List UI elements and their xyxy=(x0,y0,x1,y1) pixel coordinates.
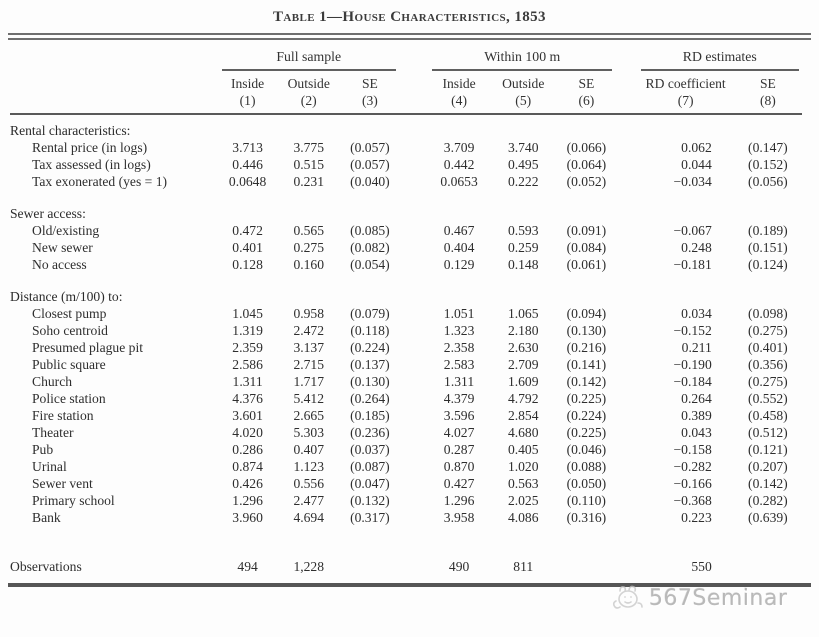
table-cell: (0.064) xyxy=(566,157,607,172)
table-cell: (0.142) xyxy=(566,374,607,389)
row-label: Primary school xyxy=(32,493,115,508)
column-gap xyxy=(615,256,637,273)
column-gap xyxy=(399,407,429,424)
table-cell: (0.224) xyxy=(566,408,607,423)
table-cell: 2.665 xyxy=(293,408,325,423)
row-label: Urinal xyxy=(32,459,67,474)
table-cell: 4.376 xyxy=(232,391,263,406)
column-gap xyxy=(399,222,429,239)
table-row xyxy=(10,356,802,373)
col-se-6: SE (6) xyxy=(557,71,615,114)
table-cell: −0.181 xyxy=(673,257,712,272)
table-cell: (0.130) xyxy=(350,374,390,389)
spacer-row xyxy=(10,526,802,558)
table-cell: 1.311 xyxy=(444,374,475,389)
table-cell: 0.593 xyxy=(507,223,539,238)
group-rd-estimates xyxy=(638,40,802,71)
row-label: Bank xyxy=(32,510,61,525)
table-cell: 0.563 xyxy=(507,476,539,491)
table-row xyxy=(10,475,802,492)
top-double-rule xyxy=(8,33,811,40)
row-label: Police station xyxy=(32,391,106,406)
row-label: Soho centroid xyxy=(32,323,108,338)
column-gap xyxy=(615,322,637,339)
column-gap xyxy=(399,458,429,475)
row-label: Tax exonerated (yes = 1) xyxy=(32,174,168,189)
table-cell: 0.264 xyxy=(681,391,712,406)
table-cell: 0.442 xyxy=(443,157,475,172)
table-cell: 0.231 xyxy=(293,174,325,189)
row-label: Theater xyxy=(32,425,74,440)
table-cell: (0.040) xyxy=(350,174,390,189)
column-gap xyxy=(615,239,637,256)
column-gap xyxy=(615,475,637,492)
table-cell: −0.368 xyxy=(673,493,712,508)
bottom-rule xyxy=(8,583,811,587)
table-cell: (0.052) xyxy=(566,174,607,189)
table-cell: 3.596 xyxy=(443,408,475,423)
table-cell: 0.043 xyxy=(681,425,712,440)
table-cell: 1.123 xyxy=(293,459,325,474)
spacer-row xyxy=(10,190,802,205)
table-cell: 3.713 xyxy=(232,140,263,155)
table-cell: (0.088) xyxy=(566,459,607,474)
table-cell: 2.583 xyxy=(443,357,475,372)
table-cell: (0.225) xyxy=(566,391,607,406)
table-cell: 0.223 xyxy=(681,510,712,525)
column-gap xyxy=(399,40,429,71)
table-cell: 0.874 xyxy=(232,459,263,474)
table-cell: −0.034 xyxy=(673,174,712,189)
table-cell: 3.958 xyxy=(443,510,475,525)
table-cell: 1.045 xyxy=(232,306,263,321)
column-gap xyxy=(399,256,429,273)
table-cell: 0.446 xyxy=(232,157,263,172)
table-cell: 0.129 xyxy=(443,257,475,272)
column-gap xyxy=(615,390,637,407)
table-cell: 2.630 xyxy=(507,340,539,355)
table-row xyxy=(10,322,802,339)
table-cell: 0.286 xyxy=(232,442,263,457)
table-cell: 0.275 xyxy=(293,240,325,255)
row-label: Presumed plague pit xyxy=(32,340,143,355)
house-characteristics-table xyxy=(10,40,802,576)
observations-cell xyxy=(341,558,399,576)
table-cell: 2.715 xyxy=(293,357,325,372)
table-cell: (0.110) xyxy=(566,493,606,508)
table-cell: 0.148 xyxy=(507,257,539,272)
table-cell: (0.085) xyxy=(350,223,390,238)
observations-cell: 494 xyxy=(237,559,258,574)
table-cell: 0.472 xyxy=(232,223,263,238)
section-header: Sewer access: xyxy=(10,206,86,221)
table-header xyxy=(10,40,802,114)
table-row xyxy=(10,407,802,424)
column-gap xyxy=(399,390,429,407)
table-cell: (0.054) xyxy=(350,257,390,272)
table-cell: 0.259 xyxy=(507,240,539,255)
table-cell: 2.477 xyxy=(293,493,325,508)
table-cell: 0.515 xyxy=(293,157,325,172)
table-row xyxy=(10,256,802,273)
column-gap xyxy=(399,239,429,256)
column-header-row xyxy=(10,71,802,114)
table-cell: 2.472 xyxy=(293,323,325,338)
column-gap xyxy=(399,339,429,356)
column-gap xyxy=(615,424,637,441)
table-cell: (0.056) xyxy=(748,174,788,189)
observations-cell xyxy=(557,558,615,576)
row-label: No access xyxy=(32,257,87,272)
group-within-100m xyxy=(429,40,615,71)
table-cell: (0.207) xyxy=(748,459,788,474)
table-row xyxy=(10,492,802,509)
row-label: Pub xyxy=(32,442,54,457)
table-cell: (0.151) xyxy=(748,240,788,255)
table-cell: 3.709 xyxy=(443,140,475,155)
table-row xyxy=(10,509,802,526)
table-cell: 2.854 xyxy=(507,408,539,423)
table-cell: 0.044 xyxy=(681,157,712,172)
column-gap xyxy=(399,475,429,492)
table-footer xyxy=(10,526,802,576)
table-cell: 1.311 xyxy=(232,374,263,389)
table-cell: (0.316) xyxy=(566,510,607,525)
group-full-sample xyxy=(219,40,399,71)
table-cell: (0.225) xyxy=(566,425,607,440)
column-gap xyxy=(615,492,637,509)
column-gap xyxy=(399,173,429,190)
table-row xyxy=(10,373,802,390)
column-gap xyxy=(615,156,637,173)
observations-row xyxy=(10,558,802,576)
observations-cell: 1,228 xyxy=(293,559,325,574)
table-cell: (0.118) xyxy=(350,323,390,338)
table-cell: 2.025 xyxy=(507,493,539,508)
table-cell: (0.082) xyxy=(350,240,390,255)
column-gap xyxy=(399,492,429,509)
table-cell: 1.065 xyxy=(507,306,539,321)
row-label: Church xyxy=(32,374,73,389)
table-cell: (0.121) xyxy=(748,442,788,457)
col-se-3: SE (3) xyxy=(341,71,399,114)
table-cell: (0.189) xyxy=(748,223,788,238)
table-cell: (0.141) xyxy=(566,357,607,372)
table-cell: 0.405 xyxy=(507,442,539,457)
row-label: Old/existing xyxy=(32,223,100,238)
seminar-mascot-icon xyxy=(610,583,646,613)
table-cell: −0.282 xyxy=(673,459,712,474)
watermark xyxy=(610,583,788,613)
table-cell: (0.552) xyxy=(748,391,788,406)
table-row xyxy=(10,173,802,190)
table-cell: 4.020 xyxy=(232,425,263,440)
table-cell: (0.079) xyxy=(350,306,390,321)
spacer-row xyxy=(10,114,802,122)
corner-cell xyxy=(10,71,219,114)
table-cell: (0.401) xyxy=(748,340,788,355)
table-cell: 4.379 xyxy=(443,391,475,406)
group-label: RD estimates xyxy=(641,49,799,71)
table-cell: (0.216) xyxy=(566,340,607,355)
column-gap xyxy=(399,356,429,373)
table-row xyxy=(10,339,802,356)
column-gap xyxy=(615,558,637,576)
table-cell: 4.086 xyxy=(507,510,539,525)
row-label: Public square xyxy=(32,357,106,372)
column-gap xyxy=(615,222,637,239)
table-body xyxy=(10,114,802,526)
section-header-row xyxy=(10,288,802,305)
table-row xyxy=(10,424,802,441)
column-gap xyxy=(399,305,429,322)
col-inside-1: Inside (1) xyxy=(219,71,277,114)
section-header-row xyxy=(10,122,802,139)
observations-cell xyxy=(734,558,802,576)
table-cell: 0.128 xyxy=(232,257,263,272)
table-cell: 0.222 xyxy=(507,174,539,189)
table-cell: 5.412 xyxy=(293,391,325,406)
table-cell: 0.211 xyxy=(681,340,712,355)
table-cell: (0.264) xyxy=(350,391,390,406)
column-gap xyxy=(399,441,429,458)
column-gap xyxy=(615,458,637,475)
table-cell: 0.401 xyxy=(232,240,263,255)
table-cell: (0.185) xyxy=(350,408,390,423)
table-cell: (0.050) xyxy=(566,476,607,491)
table-cell: 1.020 xyxy=(507,459,539,474)
column-gap xyxy=(615,71,637,114)
section-header: Rental characteristics: xyxy=(10,123,131,138)
col-se-8: SE (8) xyxy=(734,71,802,114)
row-label: Closest pump xyxy=(32,306,107,321)
column-gap xyxy=(399,558,429,576)
table-row xyxy=(10,458,802,475)
table-cell: (0.066) xyxy=(566,140,607,155)
table-cell: (0.458) xyxy=(748,408,788,423)
table-cell: 0.870 xyxy=(443,459,475,474)
row-label: Tax assessed (in logs) xyxy=(32,157,151,172)
table-cell: 0.426 xyxy=(232,476,263,491)
row-label: New sewer xyxy=(32,240,93,255)
observations-cell: 490 xyxy=(448,559,470,574)
table-cell: (0.356) xyxy=(748,357,788,372)
table-row xyxy=(10,239,802,256)
table-cell: (0.046) xyxy=(566,442,607,457)
column-gap xyxy=(399,509,429,526)
table-cell: 0.034 xyxy=(681,306,712,321)
table-cell: 2.358 xyxy=(443,340,475,355)
column-gap xyxy=(399,424,429,441)
table-cell: 0.556 xyxy=(293,476,325,491)
table-cell: (0.236) xyxy=(350,425,390,440)
table-cell: (0.132) xyxy=(350,493,390,508)
group-label: Within 100 m xyxy=(432,49,612,71)
table-cell: 1.051 xyxy=(443,306,475,321)
corner-cell xyxy=(10,40,219,71)
section-header-row xyxy=(10,205,802,222)
table-row xyxy=(10,156,802,173)
table-title: Table 1—House Characteristics, 1853 xyxy=(273,9,546,25)
table-cell: (0.224) xyxy=(350,340,390,355)
table-cell: 0.427 xyxy=(443,476,475,491)
table-cell: (0.091) xyxy=(566,223,607,238)
table-cell: 3.775 xyxy=(293,140,325,155)
col-rd-coefficient-7: RD coefficient (7) xyxy=(638,71,734,114)
group-label: Full sample xyxy=(222,49,396,71)
table-cell: (0.152) xyxy=(748,157,788,172)
table-cell: (0.142) xyxy=(748,476,788,491)
table-cell: 0.467 xyxy=(443,223,475,238)
observations-cell: 550 xyxy=(691,559,712,574)
table-cell: 5.303 xyxy=(293,425,325,440)
table-cell: 4.792 xyxy=(507,391,539,406)
observations-label: Observations xyxy=(10,559,82,574)
table-cell: (0.512) xyxy=(748,425,788,440)
column-gap xyxy=(615,305,637,322)
table-cell: 0.062 xyxy=(681,140,712,155)
table-cell: −0.184 xyxy=(673,374,712,389)
table-cell: (0.275) xyxy=(748,374,788,389)
column-gap xyxy=(615,356,637,373)
table-cell: 3.960 xyxy=(232,510,263,525)
table-row xyxy=(10,222,802,239)
table-cell: 1.323 xyxy=(443,323,475,338)
col-inside-4: Inside (4) xyxy=(429,71,489,114)
column-gap xyxy=(399,156,429,173)
table-row xyxy=(10,390,802,407)
col-outside-2: Outside (2) xyxy=(277,71,341,114)
table-cell: −0.152 xyxy=(673,323,712,338)
table-cell: (0.639) xyxy=(748,510,788,525)
table-cell: 0.565 xyxy=(293,223,325,238)
table-cell: 3.740 xyxy=(507,140,539,155)
column-gap xyxy=(615,509,637,526)
table-cell: −0.158 xyxy=(673,442,712,457)
row-label: Rental price (in logs) xyxy=(32,140,148,155)
row-label: Sewer vent xyxy=(32,476,93,491)
table-cell: 1.319 xyxy=(232,323,263,338)
column-gap xyxy=(615,441,637,458)
table-cell: 1.296 xyxy=(232,493,263,508)
table-cell: −0.166 xyxy=(673,476,712,491)
column-gap xyxy=(615,40,637,71)
table-cell: (0.098) xyxy=(748,306,788,321)
table-cell: 4.027 xyxy=(443,425,475,440)
table-cell: (0.137) xyxy=(350,357,390,372)
column-gap xyxy=(615,339,637,356)
table-cell: 2.586 xyxy=(232,357,263,372)
spacer-row xyxy=(10,273,802,288)
table-row xyxy=(10,441,802,458)
table-cell: 0.495 xyxy=(507,157,539,172)
column-gap xyxy=(615,173,637,190)
table-cell: 0.0653 xyxy=(440,174,478,189)
observations-cell: 811 xyxy=(513,559,534,574)
table-cell: 4.680 xyxy=(507,425,539,440)
group-header-row xyxy=(10,40,802,71)
table-cell: (0.047) xyxy=(350,476,390,491)
table-cell: (0.094) xyxy=(566,306,607,321)
table-cell: 0.160 xyxy=(293,257,325,272)
table-cell: 1.609 xyxy=(507,374,539,389)
table-cell: (0.124) xyxy=(748,257,788,272)
column-gap xyxy=(615,407,637,424)
watermark-text: 567Seminar xyxy=(649,585,788,611)
table-cell: 2.359 xyxy=(232,340,263,355)
table-cell: 2.180 xyxy=(507,323,539,338)
table-cell: 2.709 xyxy=(507,357,539,372)
table-cell: (0.147) xyxy=(748,140,788,155)
table-row xyxy=(10,305,802,322)
column-gap xyxy=(399,322,429,339)
table-cell: −0.190 xyxy=(673,357,712,372)
table-row xyxy=(10,139,802,156)
table-cell: 4.694 xyxy=(293,510,325,525)
table-cell: 3.601 xyxy=(232,408,263,423)
col-outside-5: Outside (5) xyxy=(489,71,557,114)
table-cell: (0.061) xyxy=(566,257,607,272)
table-cell: (0.130) xyxy=(566,323,607,338)
section-header: Distance (m/100) to: xyxy=(10,289,123,304)
table-cell: (0.037) xyxy=(350,442,390,457)
table-cell: (0.057) xyxy=(350,157,390,172)
column-gap xyxy=(399,71,429,114)
table-cell: 0.389 xyxy=(681,408,712,423)
table-cell: (0.275) xyxy=(748,323,788,338)
table-cell: 0.287 xyxy=(443,442,475,457)
table-cell: (0.317) xyxy=(350,510,390,525)
table-cell: (0.084) xyxy=(566,240,607,255)
table-cell: (0.087) xyxy=(350,459,390,474)
table-cell: 0.958 xyxy=(293,306,325,321)
table-cell: (0.282) xyxy=(748,493,788,508)
table-cell: −0.067 xyxy=(673,223,712,238)
column-gap xyxy=(399,139,429,156)
column-gap xyxy=(615,373,637,390)
table-cell: 0.404 xyxy=(443,240,475,255)
column-gap xyxy=(399,373,429,390)
row-label: Fire station xyxy=(32,408,94,423)
table-cell: 0.248 xyxy=(681,240,712,255)
table-cell: (0.057) xyxy=(350,140,390,155)
table-cell: 1.717 xyxy=(293,374,325,389)
table-cell: 3.137 xyxy=(293,340,325,355)
table-cell: 0.407 xyxy=(293,442,325,457)
table-cell: 1.296 xyxy=(443,493,475,508)
column-gap xyxy=(615,139,637,156)
table-cell: 0.0648 xyxy=(228,174,267,189)
